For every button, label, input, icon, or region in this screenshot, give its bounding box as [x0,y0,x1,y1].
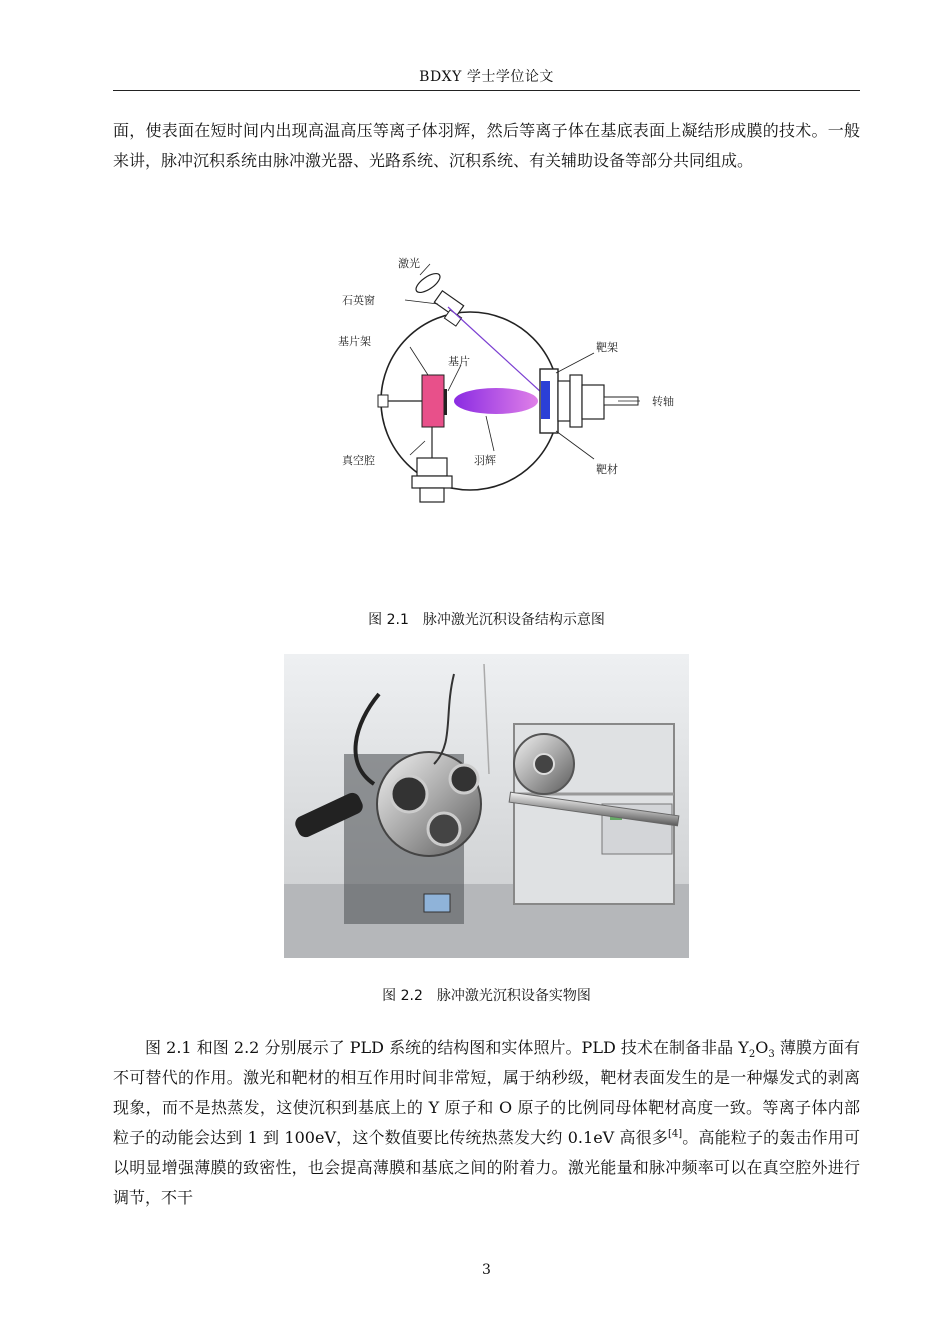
subscript: 3 [768,1049,775,1061]
label-quartz-window: 石英窗 [342,294,375,307]
figure-2-1-caption: 图 2.1 脉冲激光沉积设备结构示意图 [368,612,605,628]
header-rule [113,90,860,91]
label-rotating-shaft: 转轴 [652,395,674,408]
label-substrate: 基片 [448,355,470,368]
running-header: BDXY 学士学位论文 [419,69,554,85]
text-run: 薄膜方面有不可替代的作用。激光和靶材的相互作用时间非常短，属于纳秒级，靶材表面发生的是一种爆发式的剥离现象，而不是热蒸发，这使沉积到基底上的 Y 原子和 O 原子的比例同母体靶材高度一致。等离子体内部粒子的动能会达到 1 到 100eV，这个数值要比传统热蒸发大约 0.1eV 高很多 [113,1038,860,1147]
substrate-holder-shape [422,375,444,427]
substrate-shape [444,389,447,415]
citation-ref[interactable]: [4] [667,1128,683,1140]
pld-schematic-figure [260,215,700,545]
label-laser: 激光 [398,257,420,270]
text-run: O [755,1038,769,1057]
laser-beam [448,307,542,393]
subscript: 2 [748,1049,756,1061]
label-substrate-holder: 基片架 [338,335,371,348]
label-plume: 羽辉 [474,454,496,467]
page-number: 3 [482,1262,491,1278]
plume-shape [454,388,538,414]
paragraph-intro: 面，使表面在短时间内出现高温高压等离子体羽辉，然后等离子体在基底表面上凝结形成膜的技术。一般来讲，脉冲沉积系统由脉冲激光器、光路系统、沉积系统、有关辅助设备等部分共同组成。 [113,121,860,170]
text-run: 图 2.1 和图 2.2 分别展示了 PLD 系统的结构图和实体照片。PLD 技术在制备非晶 Y [145,1038,749,1057]
laser-lens-shape [413,270,443,296]
text-run: 。高能粒子的轰击作用可以明显增强薄膜的致密性，也会提高薄膜和基底之间的附着力。激光能量和脉冲频率可以在真空腔外进行调节，不干 [113,1128,860,1207]
target-shape [541,381,550,419]
label-target-holder: 靶架 [596,341,618,354]
label-vacuum-chamber: 真空腔 [342,454,375,467]
paragraph-pld-description [113,1033,860,1213]
pld-equipment-photo [284,654,689,958]
label-target: 靶材 [596,463,618,476]
figure-2-2-caption: 图 2.2 脉冲激光沉积设备实物图 [382,988,591,1004]
